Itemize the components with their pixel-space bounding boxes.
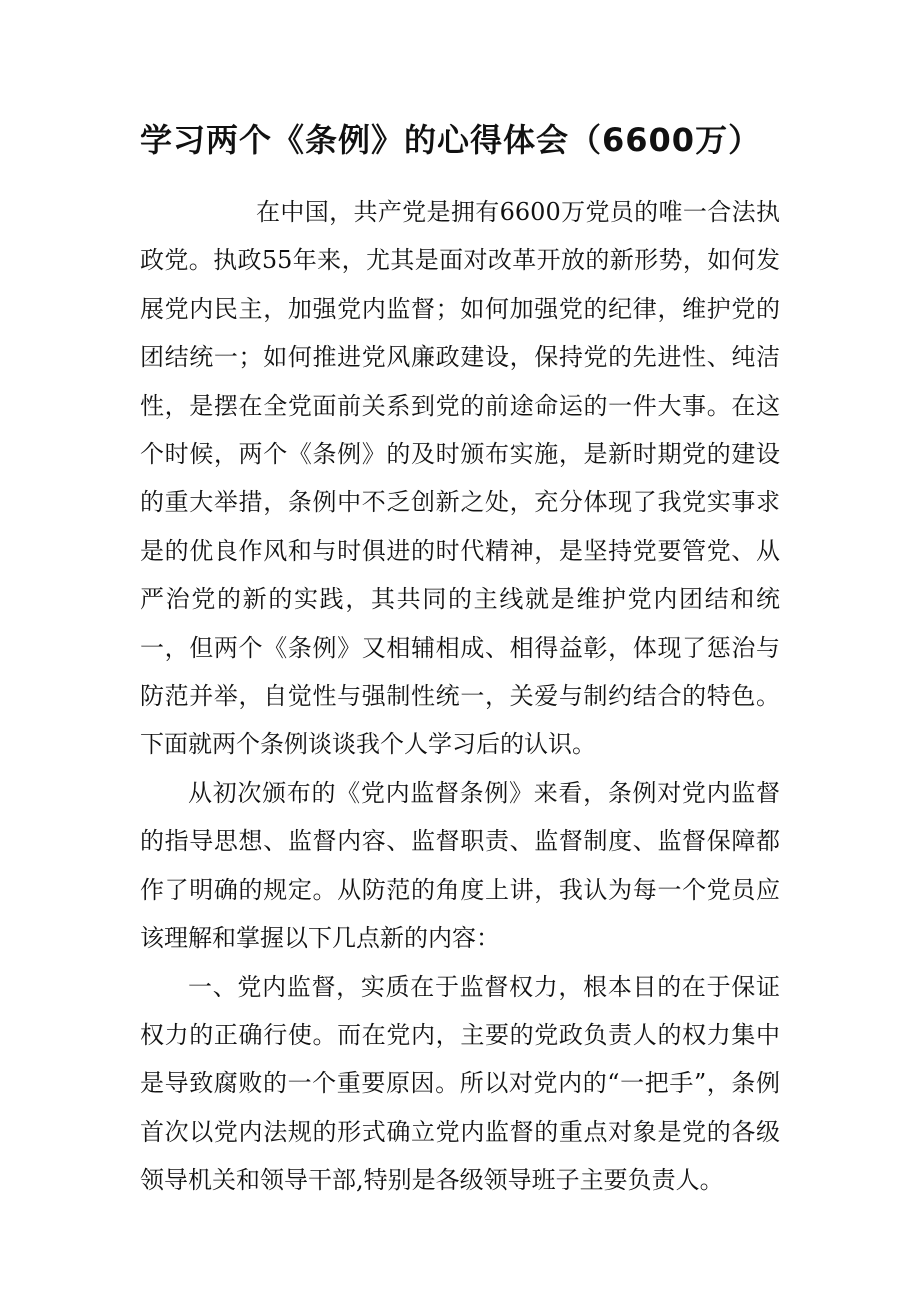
document-body [140,188,780,1205]
document-title: 学习两个《条例》的心得体会（6600万） [140,121,762,159]
paragraph: 从初次颁布的《党内监督条例》来看，条例对党内监督的指导思想、监督内容、监督职责、监督制度、监督保障都作了明确的规定。从防范的角度上讲，我认为每一个党员应该理解和掌握以下几点新的内容： [140,778,780,953]
paragraph: 一、党内监督，实质在于监督权力，根本目的在于保证权力的正确行使。而在党内，主要的党政负责人的权力集中是导致腐败的一个重要原因。所以对党内的“一把手”，条例首次以党内法规的形式确立党内监督的重点对象是党的各级领导机关和领导干部,特别是各级领导班子主要负责人。 [140,972,780,1195]
paragraph: 在中国，共产党是拥有6600万党员的唯一合法执政党。执政55年来，尤其是面对改革开放的新形势，如何发展党内民主，加强党内监督；如何加强党的纪律，维护党的团结统一；如何推进党风廉政建设，保持党的先进性、纯洁性，是摆在全党面前关系到党的前途命运的一件大事。在这个时候，两个《条例》的及时颁布实施，是新时期党的建设的重大举措，条例中不乏创新之处，充分体现了我党实事求是的优良作风和与时俱进的时代精神，是坚持党要管党、从严治党的新的实践，其共同的主线就是维护党内团结和统一，但两个《条例》又相辅相成、相得益彰，体现了惩治与防范并举，自觉性与强制性统一，关爱与制约结合的特色。下面就两个条例谈谈我个人学习后的认识。 [140,198,780,759]
